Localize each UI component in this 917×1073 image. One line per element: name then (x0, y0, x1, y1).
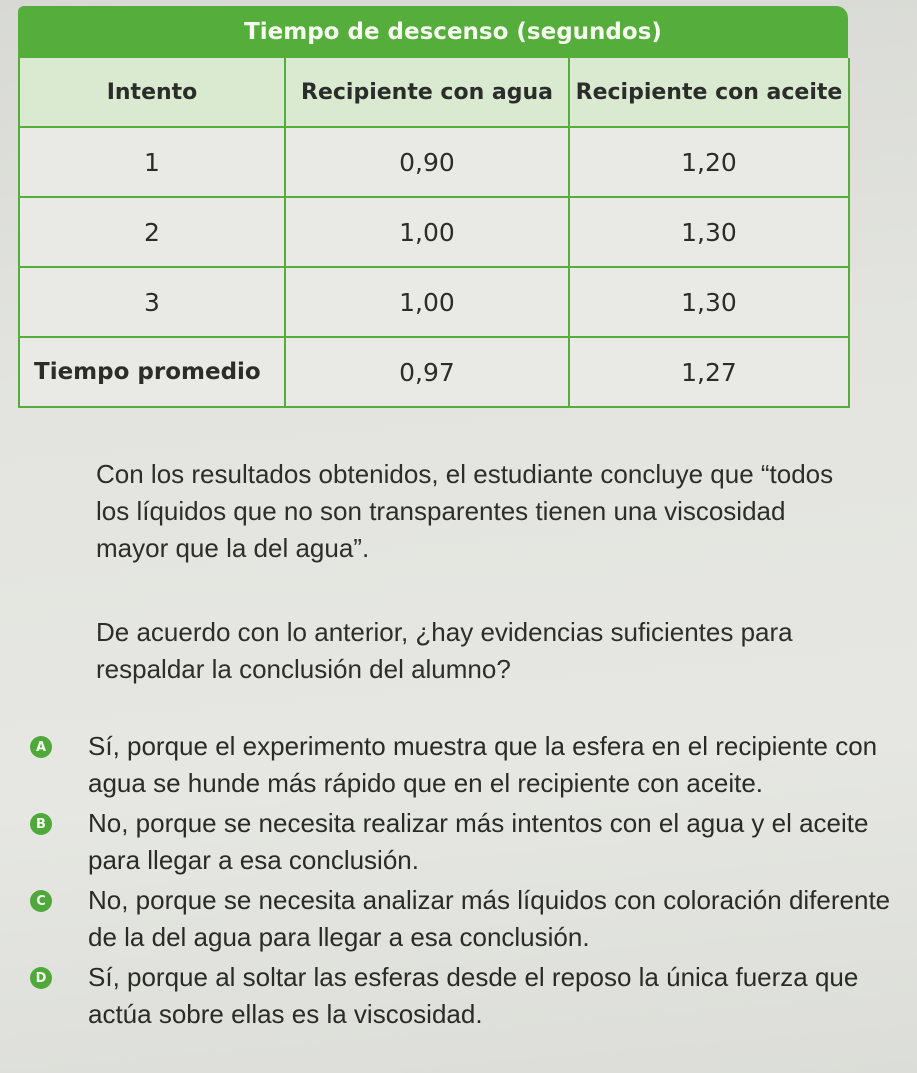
table-title: Tiempo de descenso (segundos) (18, 6, 848, 58)
question-text: De acuerdo con lo anterior, ¿hay evidencias suficientes para respaldar la conclusión del alumno? (96, 617, 793, 684)
header-agua: Recipiente con agua (285, 58, 569, 127)
results-table (18, 6, 848, 408)
table-row (19, 197, 849, 267)
average-label: Tiempo promedio (19, 337, 285, 407)
cell-intento: 1 (19, 127, 285, 197)
average-row (19, 337, 849, 407)
cell-intento: 3 (19, 267, 285, 337)
option-b-text: No, porque se necesita realizar más intentos con el agua y el aceite para llegar a esa conclusión. (88, 808, 869, 875)
option-a-badge: A (30, 736, 52, 758)
cell-agua: 0,90 (285, 127, 569, 197)
header-row (19, 58, 849, 127)
option-b-badge: B (30, 813, 52, 835)
option-b[interactable] (30, 805, 900, 879)
cell-aceite: 1,20 (569, 127, 849, 197)
cell-aceite: 1,30 (569, 197, 849, 267)
option-d-text: Sí, porque al soltar las esferas desde el reposo la única fuerza que actúa sobre ellas es la viscosidad. (88, 962, 859, 1029)
cell-agua: 1,00 (285, 267, 569, 337)
option-d-badge: D (30, 967, 52, 989)
option-a-text: Sí, porque el experimento muestra que la esfera en el recipiente con agua se hunde más rápido que en el recipiente con aceite. (88, 731, 878, 798)
average-agua: 0,97 (285, 337, 569, 407)
answer-options (30, 728, 900, 1036)
conclusion-paragraph: Con los resultados obtenidos, el estudiante concluye que “todos los líquidos que no son transparentes tienen una viscosidad mayor que la del agua”. (96, 459, 834, 563)
cell-aceite: 1,30 (569, 267, 849, 337)
option-d[interactable] (30, 959, 900, 1033)
cell-agua: 1,00 (285, 197, 569, 267)
table-row (19, 267, 849, 337)
option-c-text: No, porque se necesita analizar más líquidos con coloración diferente de la del agua para llegar a esa conclusión. (88, 885, 891, 952)
option-a[interactable] (30, 728, 900, 802)
option-c[interactable] (30, 882, 900, 956)
cell-intento: 2 (19, 197, 285, 267)
header-aceite: Recipiente con aceite (569, 58, 849, 127)
table-row (19, 127, 849, 197)
header-intento: Intento (19, 58, 285, 127)
data-table (18, 58, 850, 408)
option-c-badge: C (30, 890, 52, 912)
average-aceite: 1,27 (569, 337, 849, 407)
